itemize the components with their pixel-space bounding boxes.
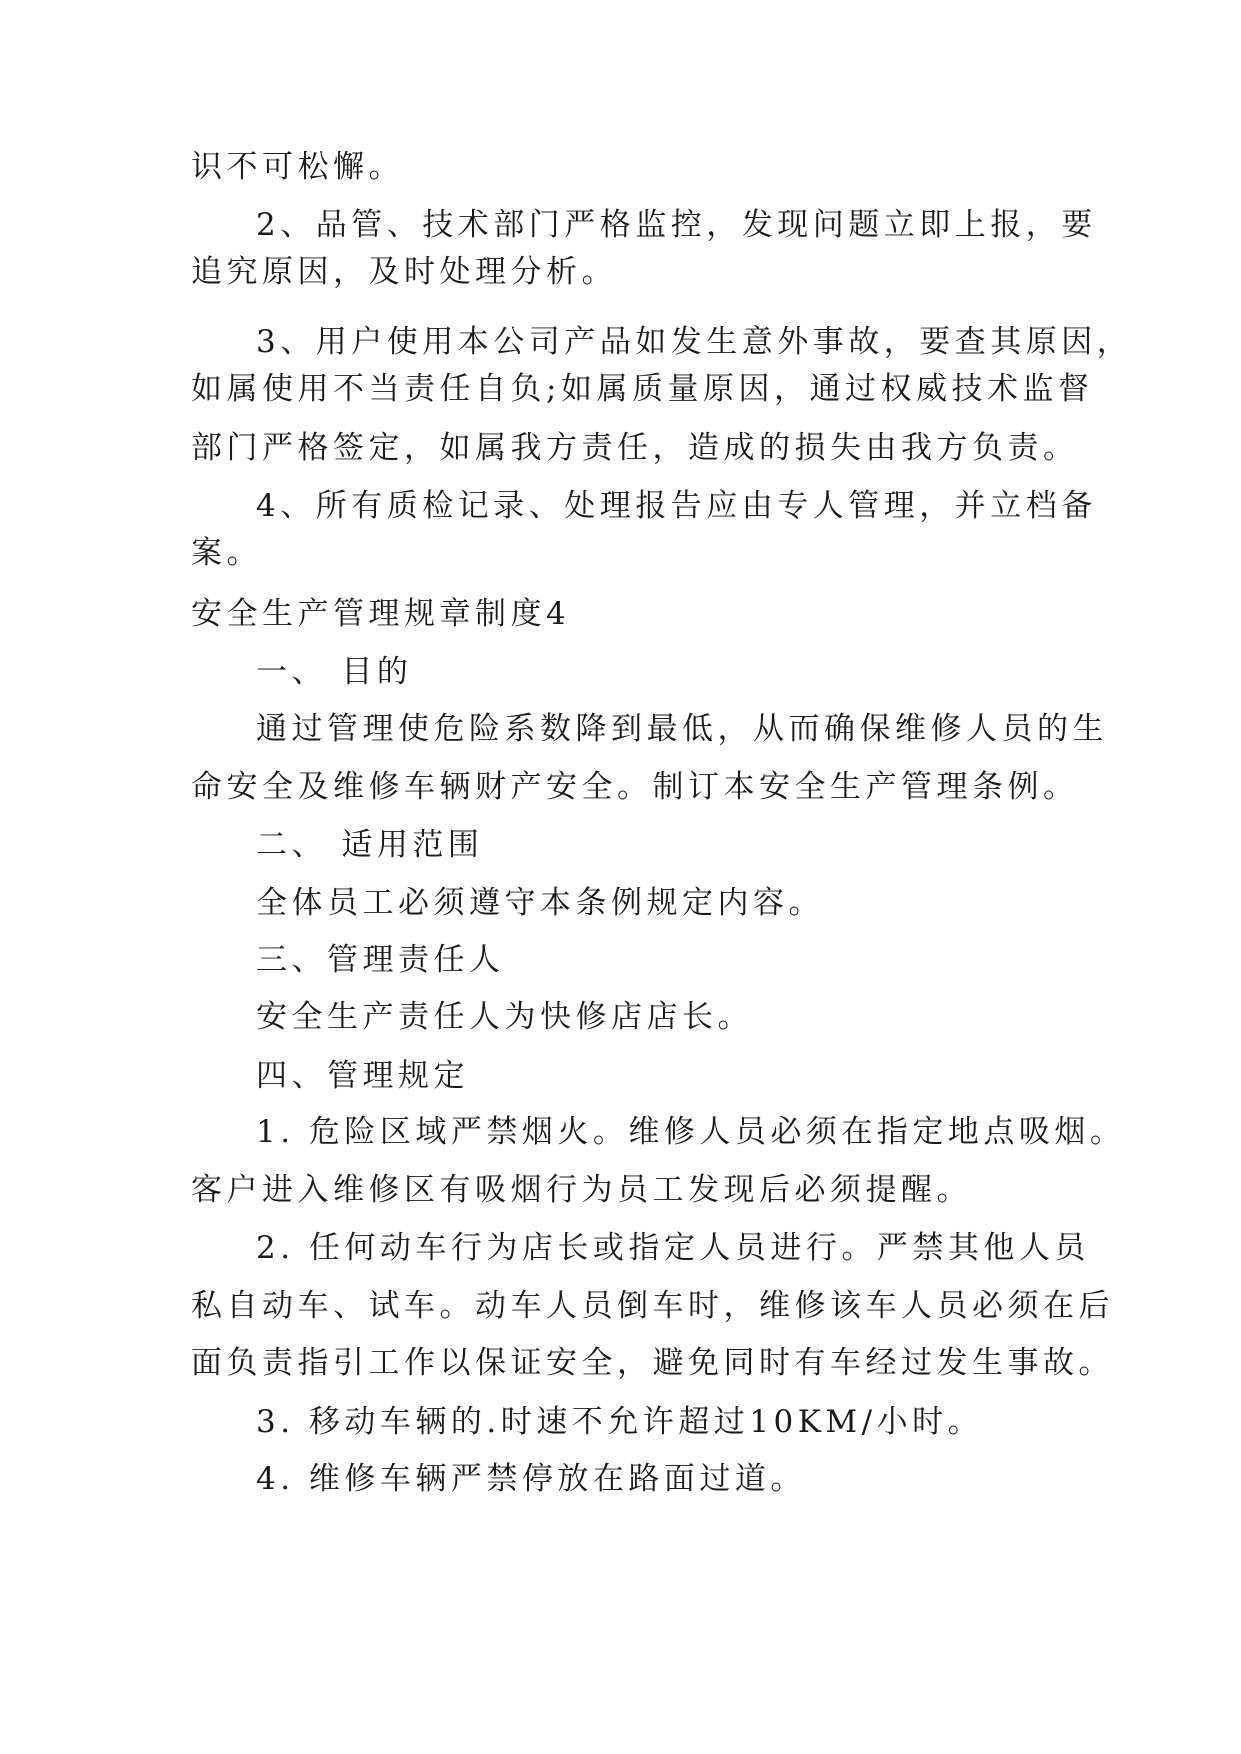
text-line: 4. 维修车辆严禁停放在路面过道。 — [256, 1461, 806, 1497]
text-line: 全体员工必须遵守本条例规定内容。 — [256, 885, 824, 921]
text-line: 追究原因，及时处理分析。 — [191, 254, 617, 290]
text-line: 如属使用不当责任自负;如属质量原因，通过权威技术监督 — [191, 371, 1094, 407]
subsection-heading: 一、 目的 — [256, 654, 413, 690]
text-line: 部门严格签定，如属我方责任，造成的损失由我方负责。 — [191, 430, 1079, 466]
text-line: 1. 危险区域严禁烟火。维修人员必须在指定地点吸烟。 — [256, 1114, 1126, 1150]
section-heading: 安全生产管理规章制度4 — [191, 596, 571, 632]
subsection-heading: 三、管理责任人 — [256, 942, 505, 978]
subsection-heading: 四、管理规定 — [256, 1058, 469, 1094]
text-line: 识不可松懈。 — [191, 149, 404, 185]
text-line: 2、品管、技术部门严格监控，发现问题立即上报，要 — [256, 207, 1097, 243]
text-line: 私自动车、试车。动车人员倒车时，维修该车人员必须在后 — [191, 1288, 1114, 1324]
text-line: 客户进入维修区有吸烟行为员工发现后必须提醒。 — [191, 1172, 972, 1208]
text-line: 3. 移动车辆的.时速不允许超过10KM/小时。 — [256, 1404, 984, 1440]
text-line: 2. 任何动车行为店长或指定人员进行。严禁其他人员 — [256, 1230, 1090, 1266]
text-line: 面负责指引工作以保证安全，避免同时有车经过发生事故。 — [191, 1345, 1114, 1381]
text-line: 安全生产责任人为快修店店长。 — [256, 999, 753, 1035]
subsection-heading: 二、 适用范围 — [256, 827, 484, 863]
text-line: 通过管理使危险系数降到最低，从而确保维修人员的生 — [256, 711, 1108, 747]
text-line: 3、用户使用本公司产品如发生意外事故，要查其原因， — [256, 324, 1133, 360]
text-line: 4、所有质检记录、处理报告应由专人管理，并立档备 — [256, 488, 1097, 524]
text-line: 案。 — [191, 535, 262, 571]
text-line: 命安全及维修车辆财产安全。制订本安全生产管理条例。 — [191, 769, 1079, 805]
